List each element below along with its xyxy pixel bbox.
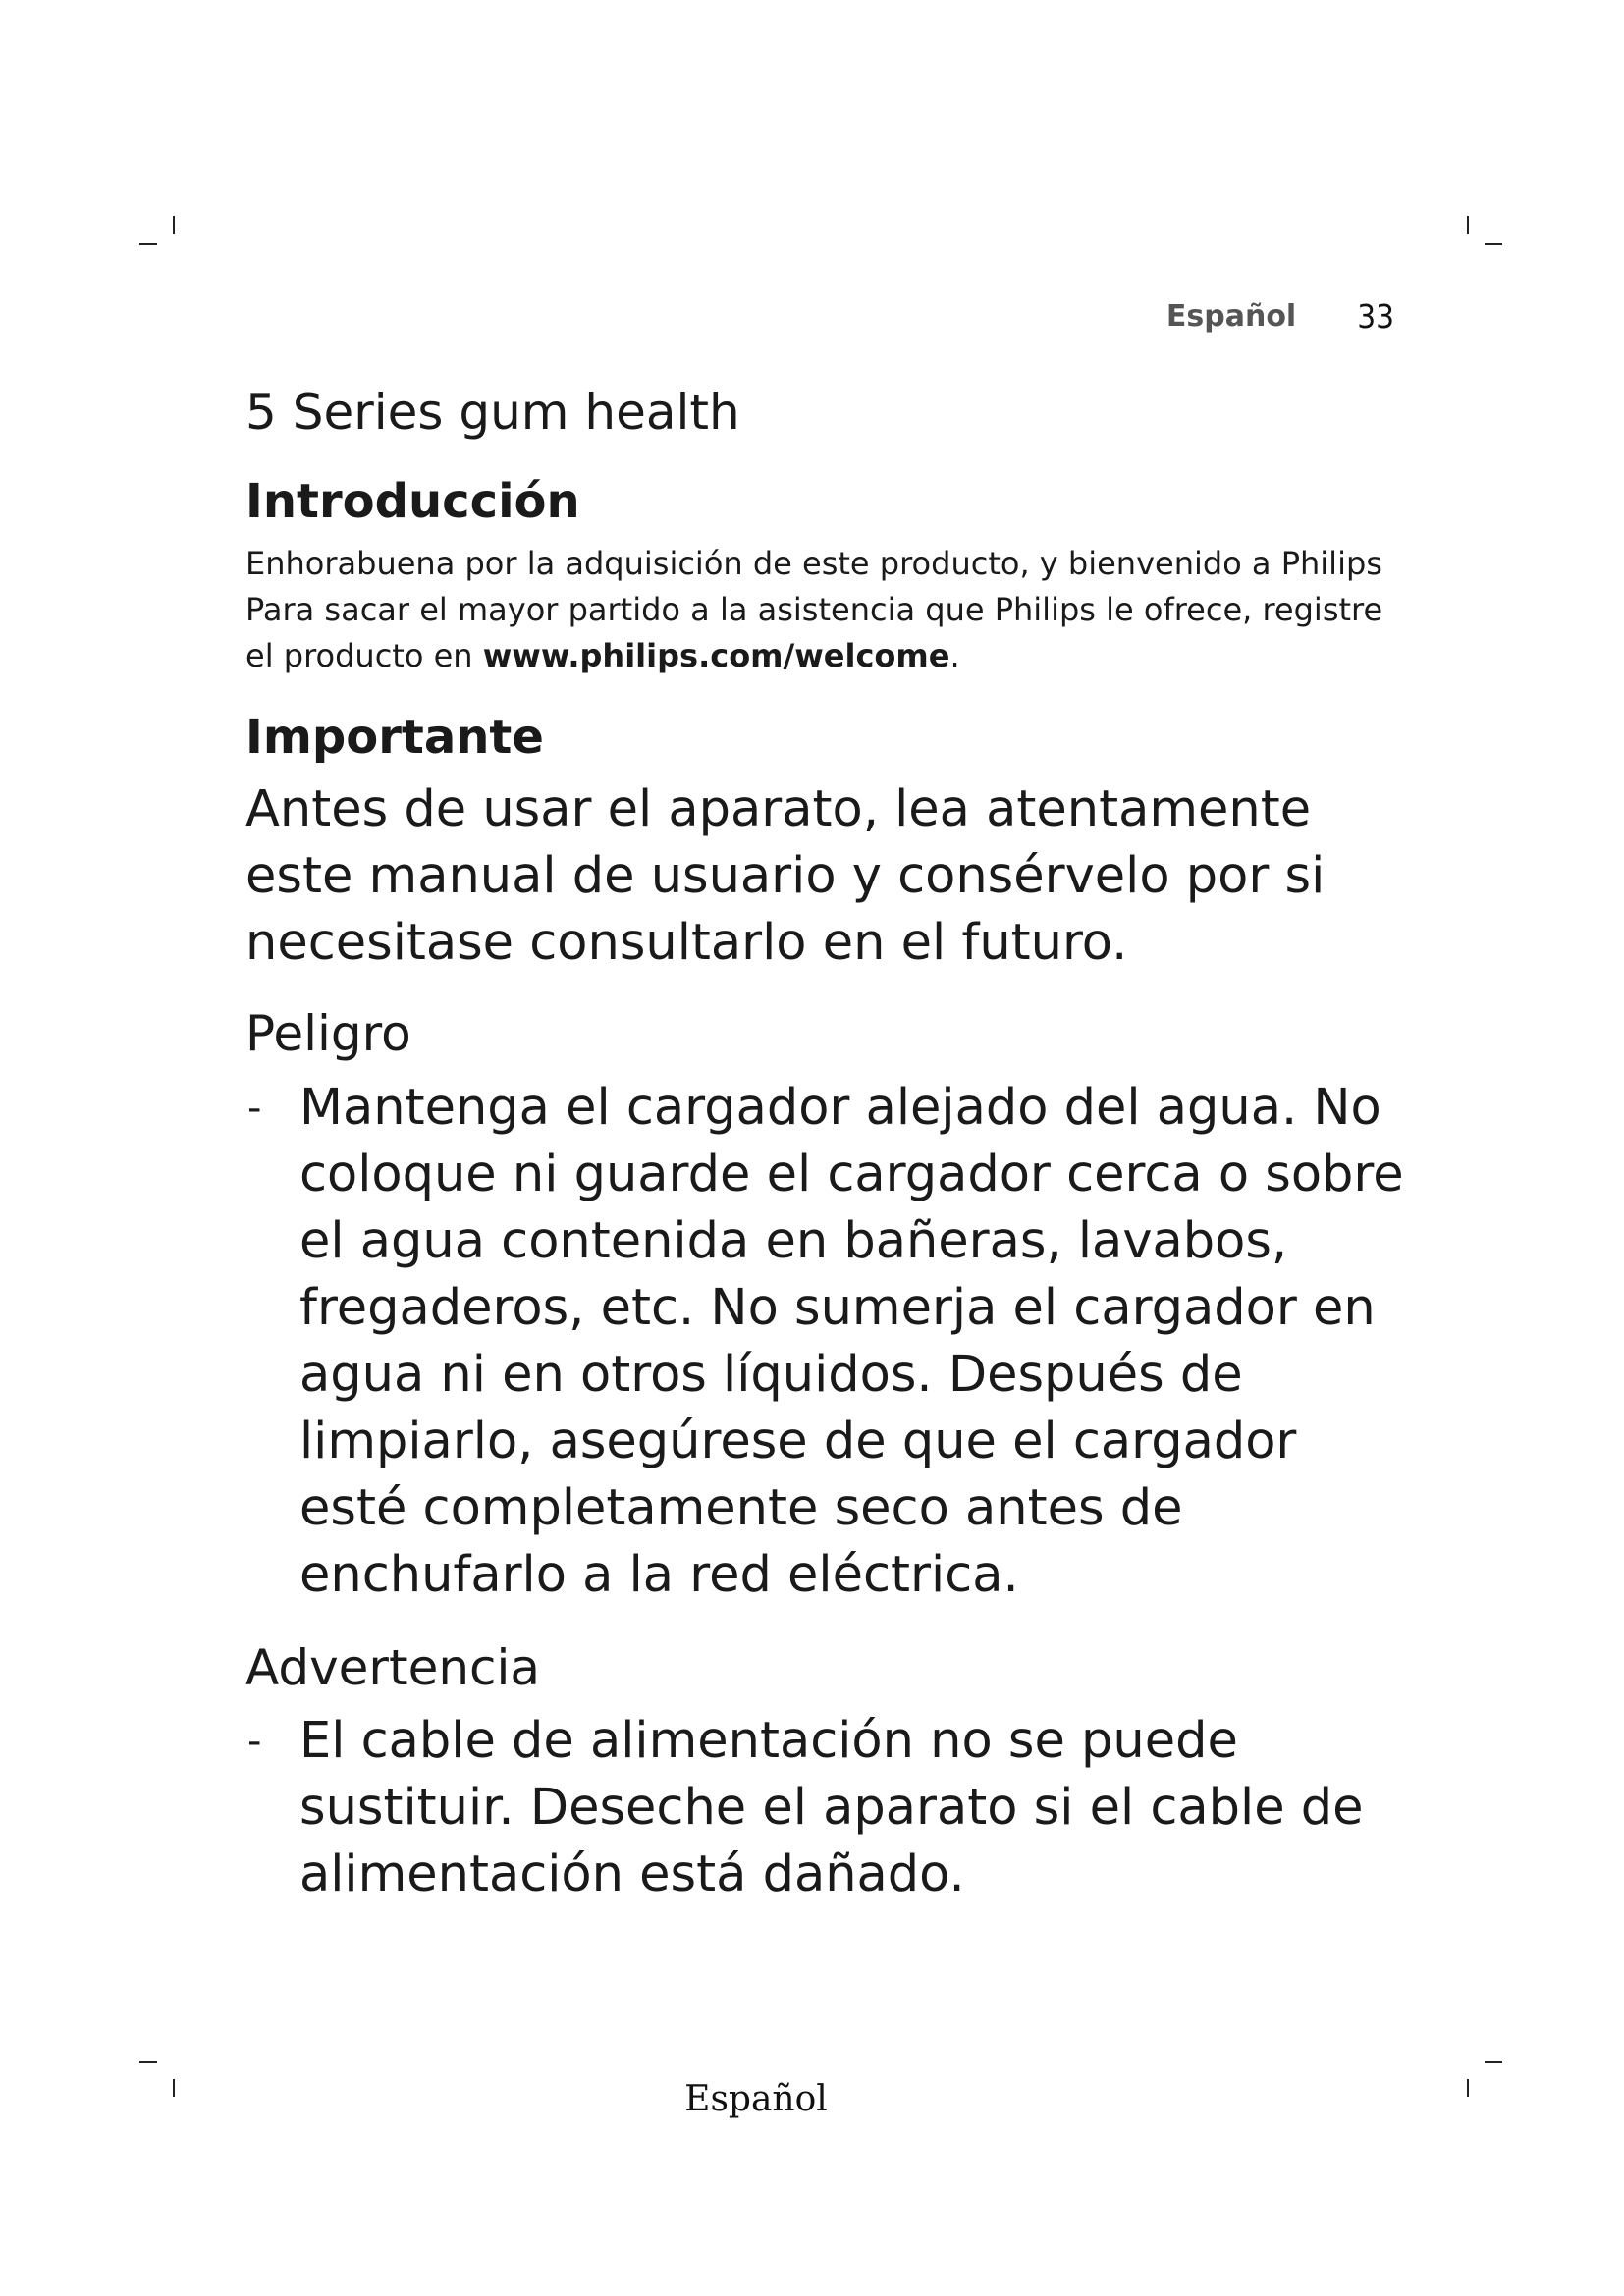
page-footer: Español <box>684 2079 828 2119</box>
list-item <box>245 1708 1404 1908</box>
crop-mark-top-left-v <box>173 216 175 234</box>
list-item <box>245 1075 1404 1609</box>
important-text: Antes de usar el aparato, lea atentamente este manual de usuario y consérvelo por si necesitase consultarlo en el futuro. <box>245 780 1326 973</box>
introduction-text-end: . <box>949 637 960 675</box>
bullet-dash: - <box>247 1085 262 1131</box>
introduction-text-body: Enhorabuena por la adquisición de este producto, y bienvenido a Philips Para sacar el mayor partido a la asistencia que Philips le ofrece, registre el producto en <box>245 545 1383 675</box>
warning-list <box>245 1708 1404 1908</box>
introduction-text <box>245 541 1404 679</box>
danger-list <box>245 1075 1404 1609</box>
section-danger <box>245 1006 1404 1609</box>
danger-item-text: Mantenga el cargador alejado del agua. No coloque ni guarde el cargador cerca o sobre el agua contenida en bañeras, lavabos, fregaderos, etc. No sumerja el cargador en agua ni en otros líquidos. Después de limpiarlo, asegúrese de que el cargador esté completamente seco antes de enchufarlo a la red eléctrica. <box>299 1078 1404 1604</box>
page-content <box>245 383 1404 1940</box>
section-important <box>245 711 1404 977</box>
crop-mark-bottom-left-h <box>139 2061 157 2063</box>
crop-mark-bottom-right-h <box>1485 2061 1502 2063</box>
section-warning <box>245 1640 1404 1909</box>
page-number: 33 <box>1357 296 1394 336</box>
section-heading-danger: Peligro <box>245 1005 411 1063</box>
header-language: Español <box>1165 298 1297 334</box>
running-header <box>1060 294 1394 338</box>
section-heading-warning: Advertencia <box>245 1638 541 1696</box>
section-heading-introduction: Introducción <box>245 474 580 529</box>
section-heading-important: Importante <box>245 710 544 766</box>
bullet-dash: - <box>247 1719 262 1765</box>
crop-mark-top-left-h <box>139 243 157 245</box>
document-title: 5 Series gum health <box>245 384 740 441</box>
registration-url: www.philips.com/welcome <box>482 637 950 675</box>
warning-item-text: El cable de alimentación no se puede sustituir. Deseche el aparato si el cable de alimentación está dañado. <box>299 1712 1364 1904</box>
section-introduction <box>245 475 1404 679</box>
crop-mark-top-right-h <box>1485 243 1502 245</box>
crop-mark-top-right-v <box>1467 216 1469 234</box>
